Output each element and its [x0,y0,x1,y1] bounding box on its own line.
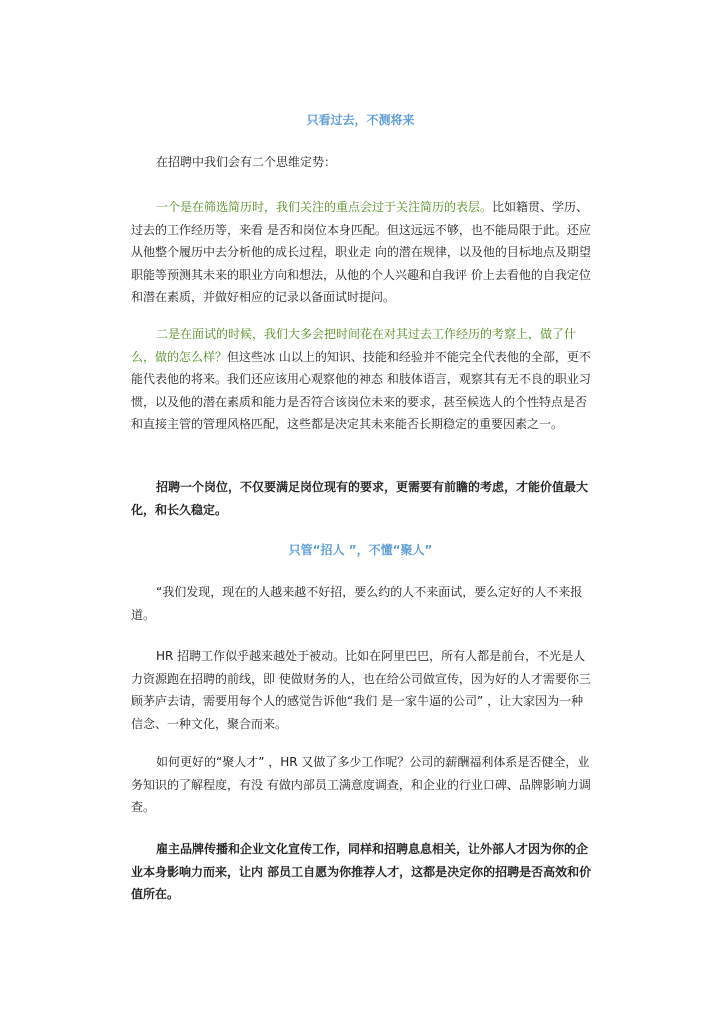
section1-p2-rest: 但这些冰 山以上的知识、技能和经验并不能完全代表他的全部，更不能代表他的将来。我们还应该用心观察他的神态 和肢体语言，观察其有无不良的职业习惯，以及他的潜在素质和能力是否符合该岗位未来的要求，甚至候选人的个性特点是否和直接主管的管理风格匹配，这些都是决定其未来能否长期稳定的重要因素之一。 [131,349,591,431]
section1-conclusion: 招聘一个岗位，不仅要满足岗位现有的要求，更需要有前瞻的考虑，才能价值最大化，和长久稳定。 [131,480,589,517]
section1-p2-highlight: 二是在面试的时候，我们大多会把时间花在对其过去工作经历的考察上，做了什么，做的怎么样？ [131,327,577,364]
section2-paragraph-3: 如何更好的“聚人才” ，HR 又做了多少工作呢？公司的薪酬福利体系是否健全，业务知识的了解程度，有没 有做内部员工满意度调查，和企业的行业口碑、品牌影响力调查。 [131,755,591,814]
section2-paragraph-2: HR 招聘工作似乎越来越处于被动。比如在阿里巴巴，所有人都是前台，不光是人力资源跑在招聘的前线，即 使做财务的人，也在给公司做宣传，因为好的人才需要你三顾茅庐去请，需要用每个人的感觉告诉他“我们 是一家牛逼的公司” ，让大家因为一种信念、一种文化，聚合而来。 [131,649,591,731]
section2-title: 只管“招人 ”，不懂“聚人” [288,543,433,557]
section1-paragraph-2 [131,323,593,436]
section2-paragraph-1: “我们发现，现在的人越来越不好招，要么约的人不来面试，要么定好的人不来报道。 [131,585,583,622]
section1-paragraph-1 [131,196,593,309]
section2-conclusion: 雇主品牌传播和企业文化宣传工作，同样和招聘息息相关，让外部人才因为你的企业本身影响力而来，让内 部员工自愿为你推荐人才，这都是决定你的招聘是否高效和价值所在。 [131,842,592,901]
section1-p1-rest: 比如籍贯、学历、过去的工作经历等，来看 是否和岗位本身匹配。但这远远不够，也不能局限于此。还应从他整个履历中去分析他的成长过程，职业走 向的潜在规律，以及他的目标地点及期望职能等预测其未来的职业方向和想法，从他的个人兴趣和自我评 价上去看他的自我定位和潜在素质，并做好相应的记录以备面试时提问。 [131,200,591,304]
section1-intro: 在招聘中我们会有二个思维定势： [156,155,337,169]
section1-title: 只看过去，不测将来 [306,113,415,127]
section1-p1-highlight: 一个是在筛选简历时，我们关注的重点会过于关注简历的表层。 [156,200,493,214]
